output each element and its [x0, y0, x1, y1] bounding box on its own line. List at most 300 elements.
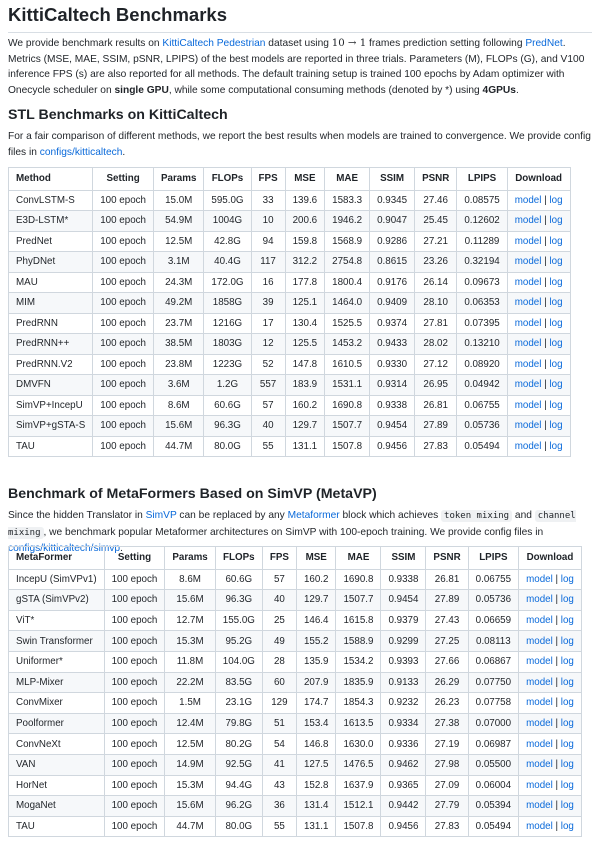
table-cell: 27.98 — [426, 754, 468, 775]
download-cell — [519, 775, 582, 796]
log-download-link[interactable]: log — [560, 779, 574, 791]
table-row — [9, 569, 582, 590]
model-download-link[interactable]: model — [514, 440, 542, 452]
table-cell: 146.4 — [296, 610, 336, 631]
method-cell: PredRNN++ — [9, 334, 93, 355]
table-cell: 26.95 — [415, 375, 457, 396]
table-cell: 125.5 — [285, 334, 325, 355]
table-row — [9, 754, 582, 775]
separator: | — [544, 276, 547, 288]
download-cell — [507, 293, 570, 314]
table-cell: 27.12 — [415, 354, 457, 375]
table-cell: 1453.2 — [325, 334, 370, 355]
table-cell: 100 epoch — [93, 334, 154, 355]
log-download-link[interactable]: log — [549, 358, 563, 370]
table-cell: 1216G — [204, 313, 251, 334]
method-cell: MogaNet — [9, 796, 105, 817]
method-cell: SimVP+gSTA-S — [9, 416, 93, 437]
table-cell: 153.4 — [296, 713, 336, 734]
table-cell: 40 — [262, 590, 296, 611]
table-cell: 0.9442 — [381, 796, 426, 817]
download-cell — [507, 375, 570, 396]
table-cell: 130.4 — [285, 313, 325, 334]
table-cell: 54 — [262, 734, 296, 755]
table-cell: 177.8 — [285, 272, 325, 293]
column-header: FLOPs — [204, 168, 251, 191]
stl-description: For a fair comparison of different methods, we report the best results when models are trained to convergence. We provide config files in configs/kitticaltech. — [8, 131, 591, 158]
table-cell: 160.2 — [296, 569, 336, 590]
table-cell: 1464.0 — [325, 293, 370, 314]
table-cell: 0.9314 — [370, 375, 415, 396]
log-download-link[interactable]: log — [549, 215, 563, 227]
table-cell: 100 epoch — [104, 775, 165, 796]
table-cell: 26.81 — [426, 569, 468, 590]
method-cell: MLP-Mixer — [9, 672, 105, 693]
table-cell: 0.9330 — [370, 354, 415, 375]
table-cell: 0.05394 — [468, 796, 518, 817]
table-cell: 0.9379 — [381, 610, 426, 631]
separator: | — [555, 656, 559, 668]
download-cell — [519, 734, 582, 755]
model-download-link[interactable]: model — [514, 235, 542, 247]
table-cell: 0.9047 — [370, 211, 415, 232]
table-cell: 0.06987 — [468, 734, 518, 755]
table-cell: 28 — [262, 651, 296, 672]
table-cell: 0.9334 — [381, 713, 426, 734]
column-header: SSIM — [381, 547, 426, 570]
table-cell: 23.8M — [154, 354, 204, 375]
table-cell: 160.2 — [285, 395, 325, 416]
table-cell: 60.6G — [204, 395, 251, 416]
table-cell: 207.9 — [296, 672, 336, 693]
table-cell: 0.07750 — [468, 672, 518, 693]
table-cell: 159.8 — [285, 231, 325, 252]
model-download-link[interactable]: model — [514, 379, 542, 391]
model-download-link[interactable]: model — [526, 635, 553, 647]
model-download-link[interactable]: model — [514, 297, 542, 309]
table-cell: 100 epoch — [104, 796, 165, 817]
log-download-link[interactable]: log — [549, 235, 563, 247]
table-cell: 1690.8 — [336, 569, 381, 590]
table-cell: 1534.2 — [336, 651, 381, 672]
table-cell: 28.10 — [415, 293, 457, 314]
table-cell: 1.5M — [165, 693, 215, 714]
column-header: Setting — [104, 547, 165, 570]
download-cell — [507, 416, 570, 437]
table-cell: 40 — [251, 416, 285, 437]
log-download-link[interactable]: log — [549, 379, 563, 391]
table-cell: 55 — [262, 816, 296, 837]
column-header: FPS — [262, 547, 296, 570]
model-download-link[interactable]: model — [526, 594, 553, 606]
table-cell: 146.8 — [296, 734, 336, 755]
download-cell — [507, 395, 570, 416]
table-row — [9, 313, 571, 334]
table-cell: 27.66 — [426, 651, 468, 672]
column-header: Params — [165, 547, 215, 570]
log-download-link[interactable]: log — [560, 759, 574, 771]
table-cell: 1507.7 — [336, 590, 381, 611]
separator: | — [555, 759, 559, 771]
column-header: FLOPs — [215, 547, 262, 570]
table-cell: 10 — [251, 211, 285, 232]
separator: | — [555, 594, 559, 606]
table-cell: 54.9M — [154, 211, 204, 232]
page-title: KittiCaltech Benchmarks — [8, 0, 592, 33]
table-cell: 12.5M — [154, 231, 204, 252]
metaformer-description: Since the hidden Translator in SimVP can be replaced by any Metaformer block which achieves token mixing and channel mixing , we benchmark popular Metaformer architectures on SimVP with 100-epoch training. We provide config files in configs/kitticaltech/simvp. — [8, 510, 576, 554]
column-header: Download — [519, 547, 582, 570]
table-row — [9, 211, 571, 232]
download-cell — [519, 569, 582, 590]
table-cell: 2754.8 — [325, 252, 370, 273]
table-cell: 80.0G — [204, 436, 251, 457]
table-cell: 0.9456 — [381, 816, 426, 837]
log-download-link[interactable]: log — [560, 800, 574, 812]
column-header: FPS — [251, 168, 285, 191]
table-cell: 595.0G — [204, 190, 251, 211]
table-cell: 94 — [251, 231, 285, 252]
stl-heading: STL Benchmarks on KittiCaltech — [8, 107, 228, 123]
table-cell: 27.81 — [415, 313, 457, 334]
download-cell — [519, 631, 582, 652]
table-header-row — [9, 547, 582, 570]
column-header: Params — [154, 168, 204, 191]
table-cell: 0.9433 — [370, 334, 415, 355]
table-row — [9, 590, 582, 611]
table-cell: 40.4G — [204, 252, 251, 273]
table-row — [9, 416, 571, 437]
model-download-link[interactable]: model — [526, 573, 553, 585]
log-download-link[interactable]: log — [549, 276, 563, 288]
table-cell: 1568.9 — [325, 231, 370, 252]
table-cell: 25 — [262, 610, 296, 631]
table-cell: 1630.0 — [336, 734, 381, 755]
metaformer-benchmark-table — [8, 546, 582, 837]
table-cell: 1946.2 — [325, 211, 370, 232]
table-row — [9, 375, 571, 396]
column-header: LPIPS — [468, 547, 518, 570]
table-cell: 28.02 — [415, 334, 457, 355]
log-download-link[interactable]: log — [560, 656, 574, 668]
column-header: LPIPS — [457, 168, 507, 191]
table-cell: 1835.9 — [336, 672, 381, 693]
table-cell: 131.1 — [285, 436, 325, 457]
table-cell: 14.9M — [165, 754, 215, 775]
method-cell: MIM — [9, 293, 93, 314]
table-cell: 1613.5 — [336, 713, 381, 734]
table-cell: 1507.8 — [336, 816, 381, 837]
model-download-link[interactable]: model — [526, 759, 553, 771]
column-header: PSNR — [426, 547, 468, 570]
table-cell: 0.05736 — [468, 590, 518, 611]
table-cell: 100 epoch — [93, 375, 154, 396]
link-prednet[interactable]: PredNet — [525, 38, 563, 49]
table-cell: 15.6M — [165, 796, 215, 817]
table-cell: 27.79 — [426, 796, 468, 817]
table-row — [9, 436, 571, 457]
column-header: Method — [9, 168, 93, 191]
log-download-link[interactable]: log — [560, 697, 574, 709]
table-cell: 104.0G — [215, 651, 262, 672]
column-header: PSNR — [415, 168, 457, 191]
separator: | — [555, 615, 559, 627]
model-download-link[interactable]: model — [514, 317, 542, 329]
model-download-link[interactable]: model — [514, 338, 542, 350]
download-cell — [519, 610, 582, 631]
table-cell: 1004G — [204, 211, 251, 232]
download-cell — [507, 436, 570, 457]
model-download-link[interactable]: model — [514, 276, 542, 288]
log-download-link[interactable]: log — [560, 615, 574, 627]
table-cell: 0.9365 — [381, 775, 426, 796]
separator: | — [544, 215, 547, 227]
table-cell: 12.5M — [165, 734, 215, 755]
table-row — [9, 334, 571, 355]
model-download-link[interactable]: model — [526, 697, 553, 709]
table-cell: 183.9 — [285, 375, 325, 396]
table-cell: 100 epoch — [93, 211, 154, 232]
separator: | — [555, 718, 559, 730]
method-cell: PredNet — [9, 231, 93, 252]
table-cell: 200.6 — [285, 211, 325, 232]
log-download-link[interactable]: log — [549, 420, 563, 432]
table-cell: 26.29 — [426, 672, 468, 693]
table-cell: 152.8 — [296, 775, 336, 796]
model-download-link[interactable]: model — [526, 779, 553, 791]
separator: | — [555, 779, 559, 791]
log-download-link[interactable]: log — [560, 821, 574, 833]
log-download-link[interactable]: log — [560, 738, 574, 750]
table-cell: 100 epoch — [104, 651, 165, 672]
download-cell — [519, 590, 582, 611]
table-cell: 95.2G — [215, 631, 262, 652]
table-cell: 0.9299 — [381, 631, 426, 652]
table-row — [9, 354, 571, 375]
log-download-link[interactable]: log — [549, 399, 563, 411]
separator: | — [544, 379, 547, 391]
table-row — [9, 775, 582, 796]
table-cell: 100 epoch — [104, 816, 165, 837]
table-cell: 155.2 — [296, 631, 336, 652]
table-cell: 139.6 — [285, 190, 325, 211]
table-cell: 1588.9 — [336, 631, 381, 652]
method-cell: Swin Transformer — [9, 631, 105, 652]
separator: | — [544, 338, 547, 350]
table-cell: 8.6M — [154, 395, 204, 416]
model-download-link[interactable]: model — [526, 718, 553, 730]
table-cell: 0.8615 — [370, 252, 415, 273]
model-download-link[interactable]: model — [526, 676, 553, 688]
download-cell — [507, 231, 570, 252]
table-cell: 129.7 — [296, 590, 336, 611]
model-download-link[interactable]: model — [514, 194, 542, 206]
log-download-link[interactable]: log — [560, 573, 574, 585]
download-cell — [519, 693, 582, 714]
table-cell: 12.7M — [165, 610, 215, 631]
table-cell: 131.4 — [296, 796, 336, 817]
table-row — [9, 610, 582, 631]
table-cell: 0.06353 — [457, 293, 507, 314]
table-cell: 25.45 — [415, 211, 457, 232]
log-download-link[interactable]: log — [560, 718, 574, 730]
column-header: Download — [507, 168, 570, 191]
download-cell — [507, 334, 570, 355]
method-cell: VAN — [9, 754, 105, 775]
table-cell: 125.1 — [285, 293, 325, 314]
table-cell: 0.9133 — [381, 672, 426, 693]
separator: | — [544, 256, 547, 268]
table-cell: 3.6M — [154, 375, 204, 396]
table-row — [9, 796, 582, 817]
table-cell: 100 epoch — [93, 436, 154, 457]
table-cell: 12 — [251, 334, 285, 355]
table-cell: 15.6M — [154, 416, 204, 437]
download-cell — [519, 754, 582, 775]
code-channel-mixing: channel mixing — [8, 511, 576, 538]
method-cell: ConvNeXt — [9, 734, 105, 755]
separator: | — [544, 194, 547, 206]
table-cell: 15.3M — [165, 775, 215, 796]
table-cell: 100 epoch — [93, 252, 154, 273]
table-cell: 79.8G — [215, 713, 262, 734]
table-row — [9, 190, 571, 211]
log-download-link[interactable]: log — [549, 338, 563, 350]
table-cell: 0.9286 — [370, 231, 415, 252]
table-cell: 94.4G — [215, 775, 262, 796]
method-cell: MAU — [9, 272, 93, 293]
model-download-link[interactable]: model — [526, 738, 553, 750]
log-download-link[interactable]: log — [549, 317, 563, 329]
table-cell: 27.38 — [426, 713, 468, 734]
table-cell: 1512.1 — [336, 796, 381, 817]
table-cell: 11.8M — [165, 651, 215, 672]
table-row — [9, 693, 582, 714]
table-cell: 100 epoch — [104, 734, 165, 755]
table-row — [9, 713, 582, 734]
table-cell: 1800.4 — [325, 272, 370, 293]
model-download-link[interactable]: model — [514, 256, 542, 268]
model-download-link[interactable]: model — [526, 656, 553, 668]
table-cell: 100 epoch — [104, 590, 165, 611]
table-cell: 49.2M — [154, 293, 204, 314]
table-cell: 0.9345 — [370, 190, 415, 211]
table-cell: 17 — [251, 313, 285, 334]
separator: | — [555, 635, 559, 647]
table-cell: 27.09 — [426, 775, 468, 796]
table-cell: 100 epoch — [93, 416, 154, 437]
table-cell: 100 epoch — [93, 354, 154, 375]
table-cell: 0.06867 — [468, 651, 518, 672]
separator: | — [555, 800, 559, 812]
table-cell: 0.08113 — [468, 631, 518, 652]
table-cell: 155.0G — [215, 610, 262, 631]
table-cell: 42.8G — [204, 231, 251, 252]
table-cell: 1525.5 — [325, 313, 370, 334]
table-cell: 92.5G — [215, 754, 262, 775]
column-header: Setting — [93, 168, 154, 191]
model-download-link[interactable]: model — [514, 215, 542, 227]
separator: | — [555, 821, 559, 833]
table-cell: 41 — [262, 754, 296, 775]
log-download-link[interactable]: log — [549, 297, 563, 309]
table-cell: 0.06755 — [468, 569, 518, 590]
table-cell: 0.11289 — [457, 231, 507, 252]
table-cell: 0.32194 — [457, 252, 507, 273]
log-download-link[interactable]: log — [549, 256, 563, 268]
model-download-link[interactable]: model — [514, 399, 542, 411]
method-cell: Poolformer — [9, 713, 105, 734]
link-configs-kitticaltech-simvp[interactable]: configs/kitticaltech/simvp — [8, 543, 121, 554]
method-cell: PredRNN — [9, 313, 93, 334]
table-cell: 147.8 — [285, 354, 325, 375]
table-header-row — [9, 168, 571, 191]
link-kittycaltech-pedestrian[interactable]: KittiCaltech Pedestrian — [162, 38, 266, 49]
method-cell: ConvLSTM-S — [9, 190, 93, 211]
model-download-link[interactable]: model — [514, 420, 542, 432]
column-header: MSE — [285, 168, 325, 191]
method-cell: PredRNN.V2 — [9, 354, 93, 375]
model-download-link[interactable]: model — [526, 821, 553, 833]
table-cell: 1476.5 — [336, 754, 381, 775]
table-cell: 15.3M — [165, 631, 215, 652]
table-cell: 0.09673 — [457, 272, 507, 293]
column-header: MAE — [336, 547, 381, 570]
intro-paragraph: We provide benchmark results on KittiCaltech Pedestrian dataset using 10 → 1 frames prediction setting following PredNet. Metrics (MSE, MAE, SSIM, pSNR, LPIPS) of the best models are reported in three trials. Parameters (M), FLOPs (G), and V100 inference FPS (s) are also reported for all methods. The default training setup is trained 100 epochs by Adam optimizer with Onecycle scheduler on single GPU, while some computational consuming methods (denoted by *) using 4GPUs. — [8, 38, 585, 96]
link-configs-kitticaltech[interactable]: configs/kitticaltech — [39, 146, 123, 158]
table-cell: 51 — [262, 713, 296, 734]
table-cell: 1854.3 — [336, 693, 381, 714]
log-download-link[interactable]: log — [560, 676, 574, 688]
download-cell — [507, 211, 570, 232]
table-cell: 1690.8 — [325, 395, 370, 416]
table-cell: 0.06004 — [468, 775, 518, 796]
table-cell: 174.7 — [296, 693, 336, 714]
model-download-link[interactable]: model — [526, 615, 553, 627]
table-cell: 55 — [251, 436, 285, 457]
table-cell: 15.0M — [154, 190, 204, 211]
table-cell: 60.6G — [215, 569, 262, 590]
table-cell: 43 — [262, 775, 296, 796]
model-download-link[interactable]: model — [526, 800, 553, 812]
column-header: MSE — [296, 547, 336, 570]
table-cell: 1610.5 — [325, 354, 370, 375]
download-cell — [507, 354, 570, 375]
table-cell: 0.08920 — [457, 354, 507, 375]
table-cell: 27.83 — [426, 816, 468, 837]
table-cell: 129 — [262, 693, 296, 714]
table-cell: 100 epoch — [93, 231, 154, 252]
table-cell: 27.89 — [426, 590, 468, 611]
table-cell: 1531.1 — [325, 375, 370, 396]
link-simvp[interactable]: SimVP — [145, 510, 177, 521]
model-download-link[interactable]: model — [514, 358, 542, 370]
table-cell: 0.07395 — [457, 313, 507, 334]
log-download-link[interactable]: log — [549, 194, 563, 206]
log-download-link[interactable]: log — [549, 440, 563, 452]
log-download-link[interactable]: log — [560, 635, 574, 647]
link-metaformer[interactable]: Metaformer — [287, 510, 340, 521]
log-download-link[interactable]: log — [560, 594, 574, 606]
table-cell: 0.9176 — [370, 272, 415, 293]
table-cell: 36 — [262, 796, 296, 817]
separator: | — [544, 440, 547, 452]
method-cell: PhyDNet — [9, 252, 93, 273]
table-cell: 0.9456 — [370, 436, 415, 457]
table-cell: 100 epoch — [93, 190, 154, 211]
method-cell: DMVFN — [9, 375, 93, 396]
download-cell — [507, 313, 570, 334]
